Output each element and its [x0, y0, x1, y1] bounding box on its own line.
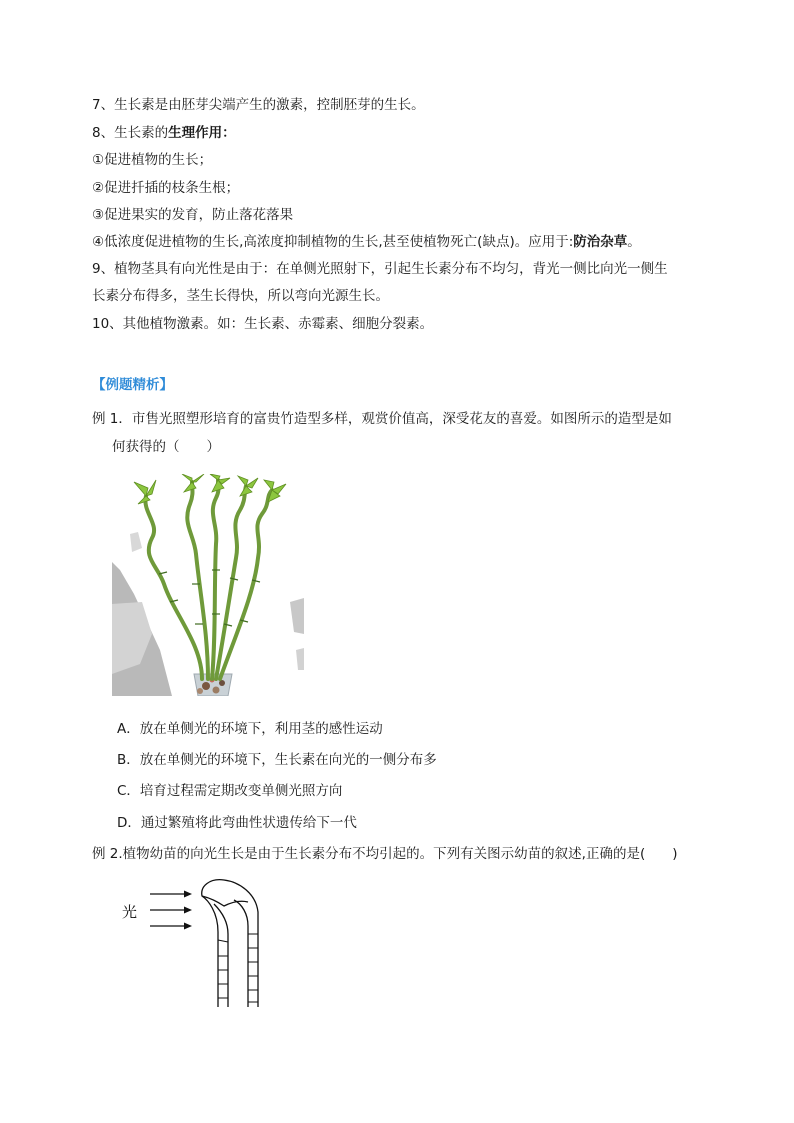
example1-question-line2: 何获得的（ ） [112, 439, 220, 455]
example1-question-line1: 例 1．市售光照塑形培育的富贵竹造型多样，观赏价值高，深受花友的喜爱。如图所示的造型是如 [92, 411, 672, 427]
section-title: 【例题精析】 [92, 377, 173, 393]
example1-option-b: B．放在单侧光的环境下，生长素在向光的一侧分布多 [117, 752, 437, 768]
note-item-7: 7、生长素是由胚芽尖端产生的激素，控制胚芽的生长。 [92, 97, 425, 113]
seedling-phototropism-diagram [110, 872, 280, 1012]
note-sub-1: ①促进植物的生长； [92, 152, 213, 168]
lucky-bamboo-photo [112, 474, 304, 696]
note-item-8-suffix: ： [222, 125, 236, 141]
note-item-9-line2: 长素分布得多，茎生长得快，所以弯向光源生长。 [92, 288, 389, 304]
note-sub-4-suffix: 。 [627, 234, 641, 250]
light-label: 光 [122, 903, 138, 921]
note-sub-4-bold: 防治杂草 [573, 234, 628, 250]
note-item-8-prefix: 8、生长素的 [92, 125, 169, 141]
note-item-8-bold: 生理作用 [168, 125, 223, 141]
example2-question: 例 2.植物幼苗的向光生长是由于生长素分布不均引起的。下列有关图示幼苗的叙述,正确的是( ) [92, 846, 678, 862]
example1-option-c: C．培育过程需定期改变单侧光照方向 [117, 783, 343, 799]
note-item-8 [92, 124, 236, 142]
note-sub-3: ③促进果实的发育，防止落花落果 [92, 207, 294, 223]
note-sub-4 [92, 233, 641, 251]
example1-option-d: D．通过繁殖将此弯曲性状遗传给下一代 [117, 815, 357, 831]
note-sub-2: ②促进扦插的枝条生根； [92, 180, 240, 196]
example1-option-a: A．放在单侧光的环境下，利用茎的感性运动 [117, 721, 383, 737]
note-item-9-line1: 9、植物茎具有向光性是由于：在单侧光照射下，引起生长素分布不均匀，背光一侧比向光一侧生 [92, 261, 668, 277]
note-item-10: 10、其他植物激素。如：生长素、赤霉素、细胞分裂素。 [92, 316, 434, 332]
note-sub-4-prefix: ④低浓度促进植物的生长,高浓度抑制植物的生长,甚至使植物死亡(缺点)。应用于: [92, 234, 574, 250]
